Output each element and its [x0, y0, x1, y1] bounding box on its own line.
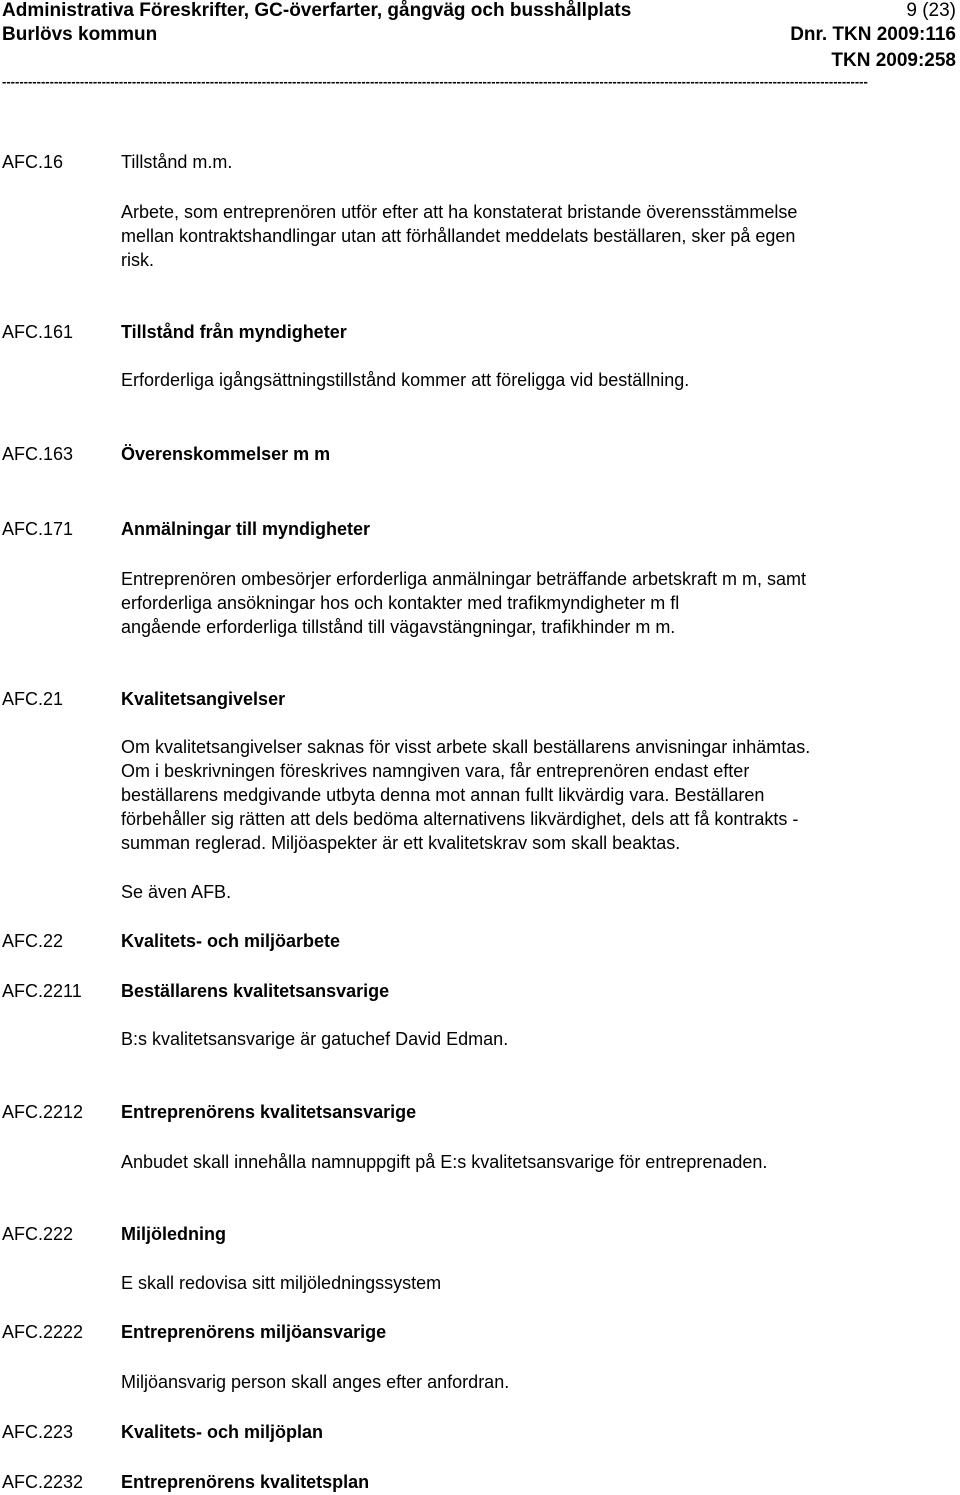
- body-line: Arbete, som entreprenören utför efter att ha konstaterat bristande överensstämmelse: [121, 202, 798, 222]
- section-body: [121, 1150, 941, 1174]
- section-title: Entreprenörens miljöansvarige: [121, 1322, 387, 1342]
- section-body: [121, 368, 941, 392]
- section-title: Kvalitetsangivelser: [121, 689, 286, 709]
- body-line: erforderliga ansökningar hos och kontakter med trafikmyndigheter m fl: [121, 593, 680, 613]
- body-line: mellan kontraktshandlingar utan att förhållandet meddelats beställaren, sker på egen: [121, 226, 796, 246]
- section-title: Anmälningar till myndigheter: [121, 519, 371, 539]
- section-code: AFC.2232: [2, 1472, 84, 1492]
- body-line: beställarens medgivande utbyta denna mot annan fullt likvärdig vara. Beställaren: [121, 785, 765, 805]
- body-line: Erforderliga igångsättningstillstånd kommer att föreligga vid beställning.: [121, 370, 690, 390]
- body-line: B:s kvalitetsansvarige är gatuchef David Edman.: [121, 1029, 509, 1049]
- body-line: E skall redovisa sitt miljöledningssystem: [121, 1273, 442, 1293]
- section-title: Entreprenörens kvalitetsplan: [121, 1472, 370, 1492]
- section-code: AFC.2212: [2, 1102, 84, 1122]
- see-also-note: [121, 880, 941, 904]
- section-code: AFC.16: [2, 152, 64, 172]
- section-code: AFC.171: [2, 519, 74, 539]
- section-body: [121, 735, 941, 855]
- reference-number-1: Dnr. TKN 2009:116: [790, 24, 956, 45]
- header-separator: --------------------------------------------------------------------------------------------------------------------------------------------------------------------------------------------------------: [2, 76, 868, 88]
- section-title: Kvalitets- och miljöarbete: [121, 931, 341, 951]
- section-code: AFC.21: [2, 689, 64, 709]
- body-line: Miljöansvarig person skall anges efter anfordran.: [121, 1372, 510, 1392]
- section-body: [121, 1027, 941, 1051]
- body-line: Anbudet skall innehålla namnuppgift på E:s kvalitetsansvarige för entreprenaden.: [121, 1152, 768, 1172]
- section-title: Kvalitets- och miljöplan: [121, 1422, 324, 1442]
- section-code: AFC.161: [2, 322, 74, 342]
- section-title: Tillstånd från myndigheter: [121, 322, 347, 342]
- body-line: förbehåller sig rätten att dels bedöma alternativens likvärdighet, dels att få kontrakts -: [121, 809, 799, 829]
- page-number: 9 (23): [906, 0, 956, 21]
- section-code: AFC.22: [2, 931, 64, 951]
- section-body: [121, 1271, 941, 1295]
- section-body: [121, 567, 941, 639]
- body-line: Entreprenören ombesörjer erforderliga anmälningar beträffande arbetskraft m m, samt: [121, 569, 807, 589]
- section-code: AFC.222: [2, 1224, 74, 1244]
- reference-number-2: TKN 2009:258: [831, 50, 956, 71]
- section-code: AFC.223: [2, 1422, 74, 1442]
- section-title: Överenskommelser m m: [121, 444, 331, 464]
- section-title: Tillstånd m.m.: [121, 152, 233, 172]
- document-title: Administrativa Föreskrifter, GC-överfarter, gångväg och busshållplats: [2, 0, 632, 21]
- body-line: risk.: [121, 250, 154, 270]
- body-line: Om i beskrivningen föreskrives namngiven vara, får entreprenören endast efter: [121, 761, 750, 781]
- section-code: AFC.2222: [2, 1322, 84, 1342]
- section-title: Beställarens kvalitetsansvarige: [121, 981, 390, 1001]
- section-body: [121, 1370, 941, 1394]
- body-line: summan reglerad. Miljöaspekter är ett kvalitetskrav som skall beaktas.: [121, 833, 681, 853]
- section-title: Miljöledning: [121, 1224, 226, 1244]
- body-line: angående erforderliga tillstånd till vägavstängningar, trafikhinder m m.: [121, 617, 676, 637]
- section-code: AFC.2211: [2, 981, 82, 1001]
- section-body: [121, 200, 941, 272]
- body-line: Se även AFB.: [121, 882, 232, 902]
- body-line: Om kvalitetsangivelser saknas för visst arbete skall beställarens anvisningar inhämtas.: [121, 737, 811, 757]
- organization-name: Burlövs kommun: [2, 24, 158, 45]
- section-title: Entreprenörens kvalitetsansvarige: [121, 1102, 417, 1122]
- section-code: AFC.163: [2, 444, 74, 464]
